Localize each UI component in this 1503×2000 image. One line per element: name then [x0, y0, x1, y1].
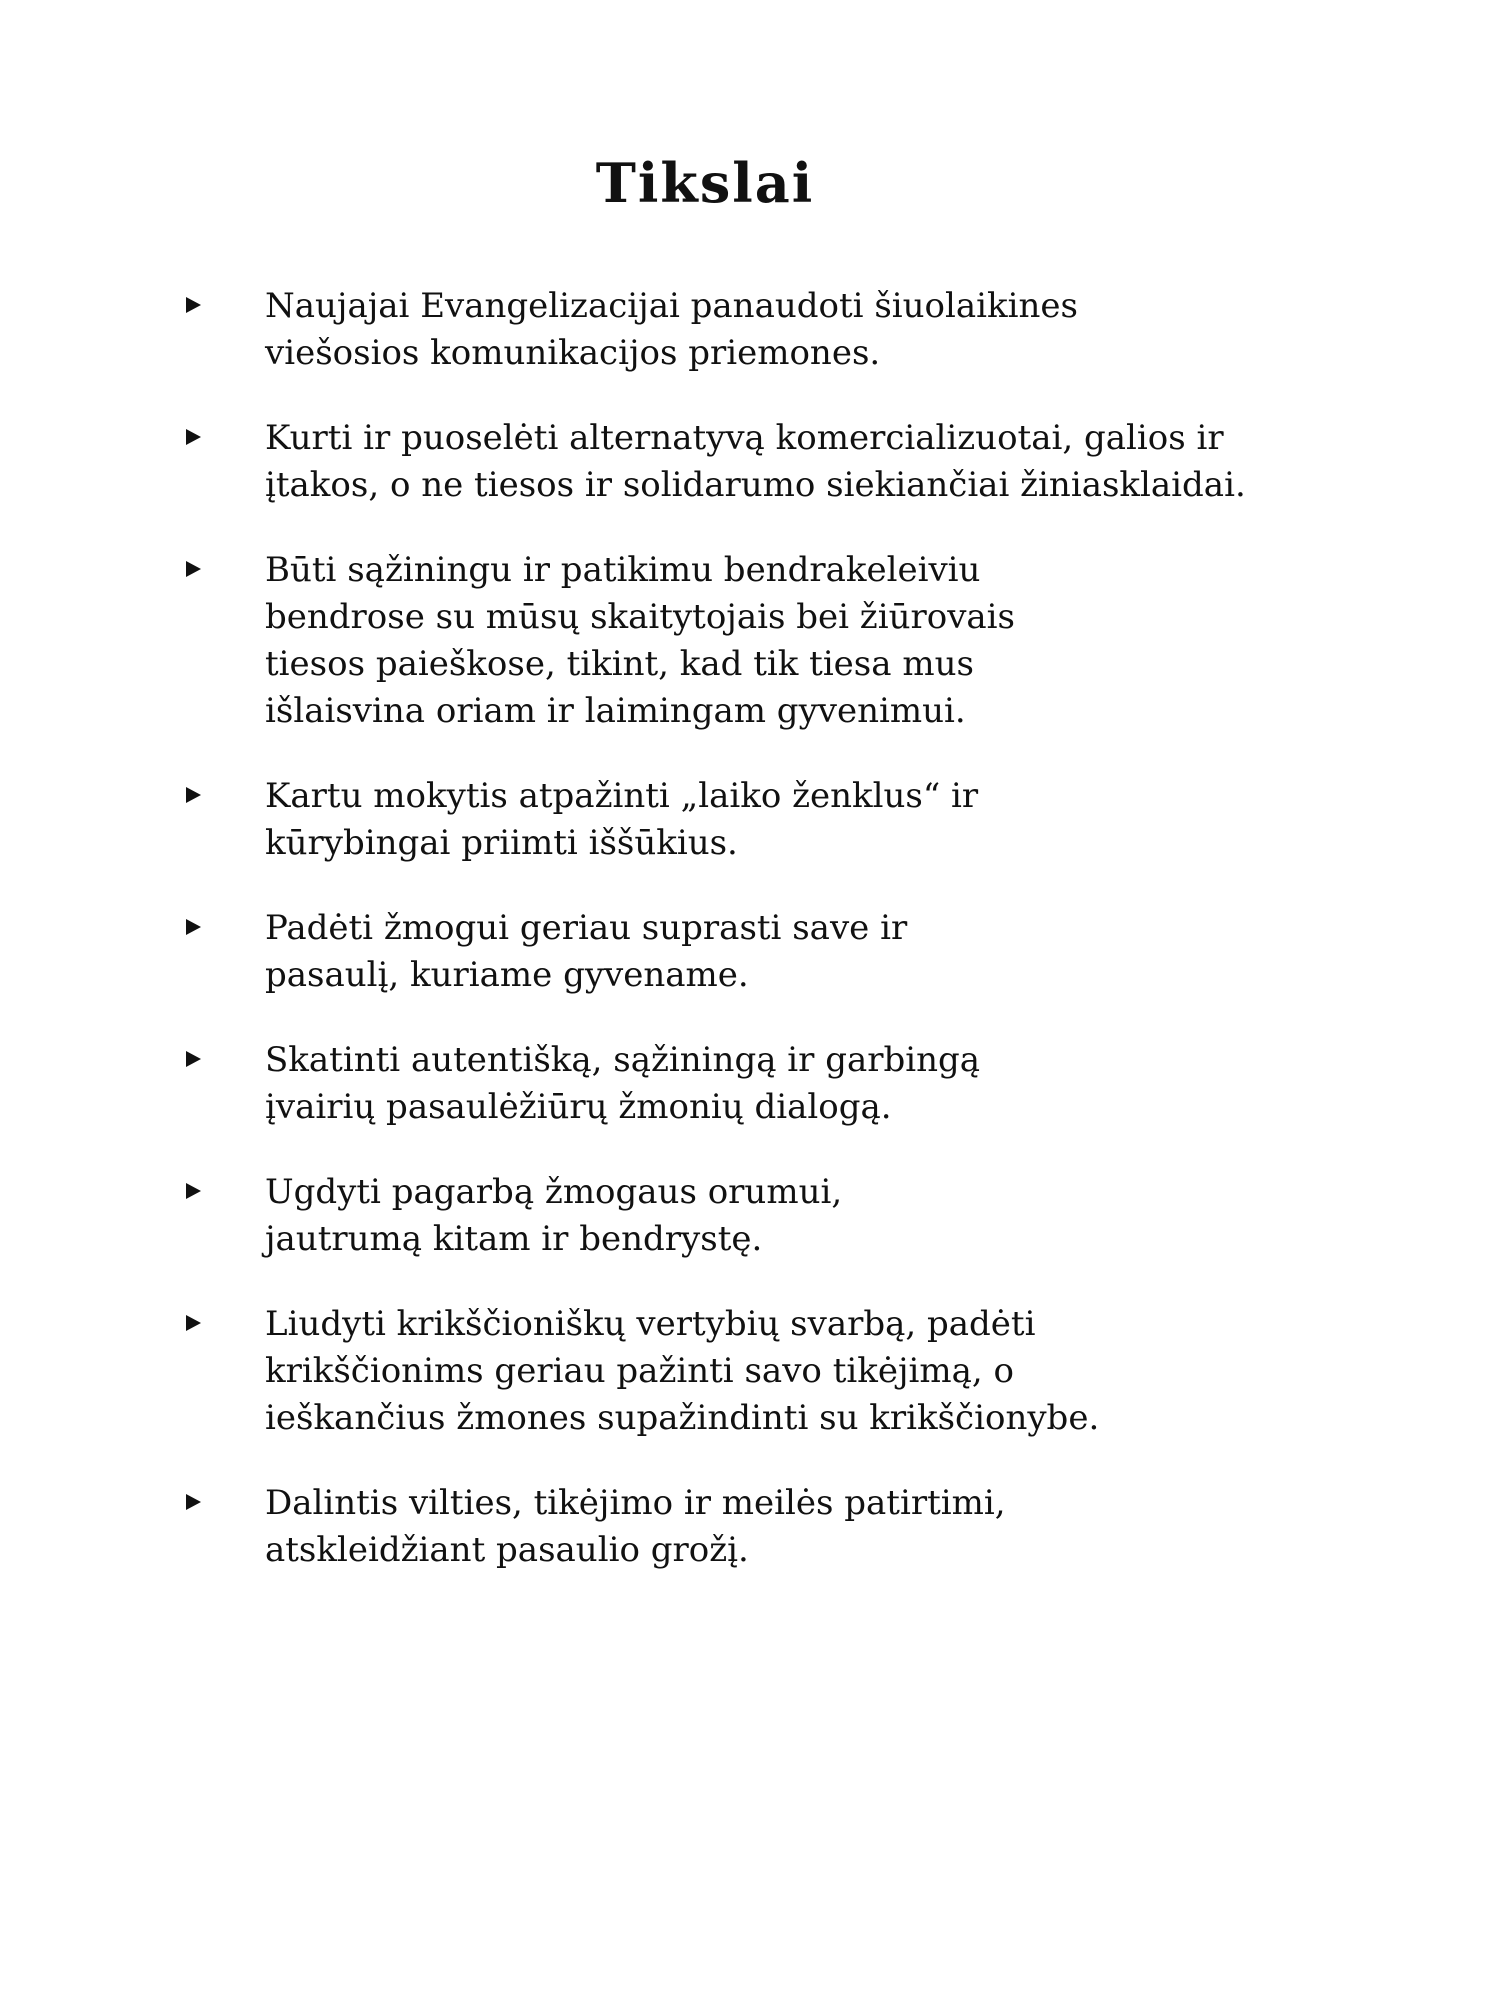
goal-text	[265, 1480, 1285, 1574]
goal-line: Liudyti krikščioniškų vertybių svarbą, padėti	[265, 1304, 1036, 1344]
goal-line: Dalintis vilties, tikėjimo ir meilės patirtimi,	[265, 1483, 1006, 1523]
triangle-bullet-icon	[186, 787, 201, 803]
triangle-bullet-icon	[186, 1494, 201, 1510]
list-item	[0, 905, 1503, 999]
list-item	[0, 1037, 1503, 1131]
goal-text	[265, 547, 1285, 735]
goal-line: Skatinti autentišką, sąžiningą ir garbingą	[265, 1040, 981, 1080]
list-item	[0, 283, 1503, 377]
goal-text	[265, 1301, 1285, 1442]
goal-line: įvairių pasaulėžiūrų žmonių dialogą.	[265, 1087, 892, 1127]
goal-line: Naujajai Evangelizacijai panaudoti šiuolaikines	[265, 286, 1078, 326]
goal-line: Kartu mokytis atpažinti „laiko ženklus“ ir	[265, 776, 979, 816]
goal-line: Padėti žmogui geriau suprasti save ir	[265, 908, 908, 948]
goal-line: jautrumą kitam ir bendrystę.	[265, 1219, 763, 1259]
list-item	[0, 547, 1503, 735]
goal-line: Ugdyti pagarbą žmogaus orumui,	[265, 1172, 843, 1212]
goal-text	[265, 905, 1285, 999]
list-item	[0, 1169, 1503, 1263]
goal-line: tiesos paieškose, tikint, kad tik tiesa mus	[265, 644, 974, 684]
goal-line: Kurti ir puoselėti alternatyvą komercializuotai, galios ir	[265, 418, 1224, 458]
triangle-bullet-icon	[186, 297, 201, 313]
goal-line: pasaulį, kuriame gyvename.	[265, 955, 749, 995]
goal-text	[265, 1169, 1285, 1263]
page-title: Tikslai	[595, 151, 815, 215]
goal-line: Būti sąžiningu ir patikimu bendrakeleiviu	[265, 550, 981, 590]
list-item	[0, 1480, 1503, 1574]
goal-line: išlaisvina oriam ir laimingam gyvenimui.	[265, 691, 966, 731]
triangle-bullet-icon	[186, 1315, 201, 1331]
goal-line: ieškančius žmones supažindinti su krikščionybe.	[265, 1398, 1100, 1438]
goal-text	[265, 773, 1285, 867]
goal-line: krikščionims geriau pažinti savo tikėjimą, o	[265, 1351, 1014, 1391]
triangle-bullet-icon	[186, 919, 201, 935]
goals-list	[0, 283, 1503, 1612]
triangle-bullet-icon	[186, 1183, 201, 1199]
goal-text	[265, 283, 1285, 377]
goal-line: įtakos, o ne tiesos ir solidarumo siekiančiai žiniasklaidai.	[265, 465, 1246, 505]
goal-text	[265, 1037, 1285, 1131]
list-item	[0, 1301, 1503, 1442]
triangle-bullet-icon	[186, 561, 201, 577]
goal-line: bendrose su mūsų skaitytojais bei žiūrovais	[265, 597, 1016, 637]
list-item	[0, 415, 1503, 509]
goal-text	[265, 415, 1285, 509]
goal-line: atskleidžiant pasaulio grožį.	[265, 1530, 749, 1570]
triangle-bullet-icon	[186, 429, 201, 445]
goal-line: viešosios komunikacijos priemones.	[265, 333, 881, 373]
goal-line: kūrybingai priimti iššūkius.	[265, 823, 738, 863]
list-item	[0, 773, 1503, 867]
triangle-bullet-icon	[186, 1051, 201, 1067]
